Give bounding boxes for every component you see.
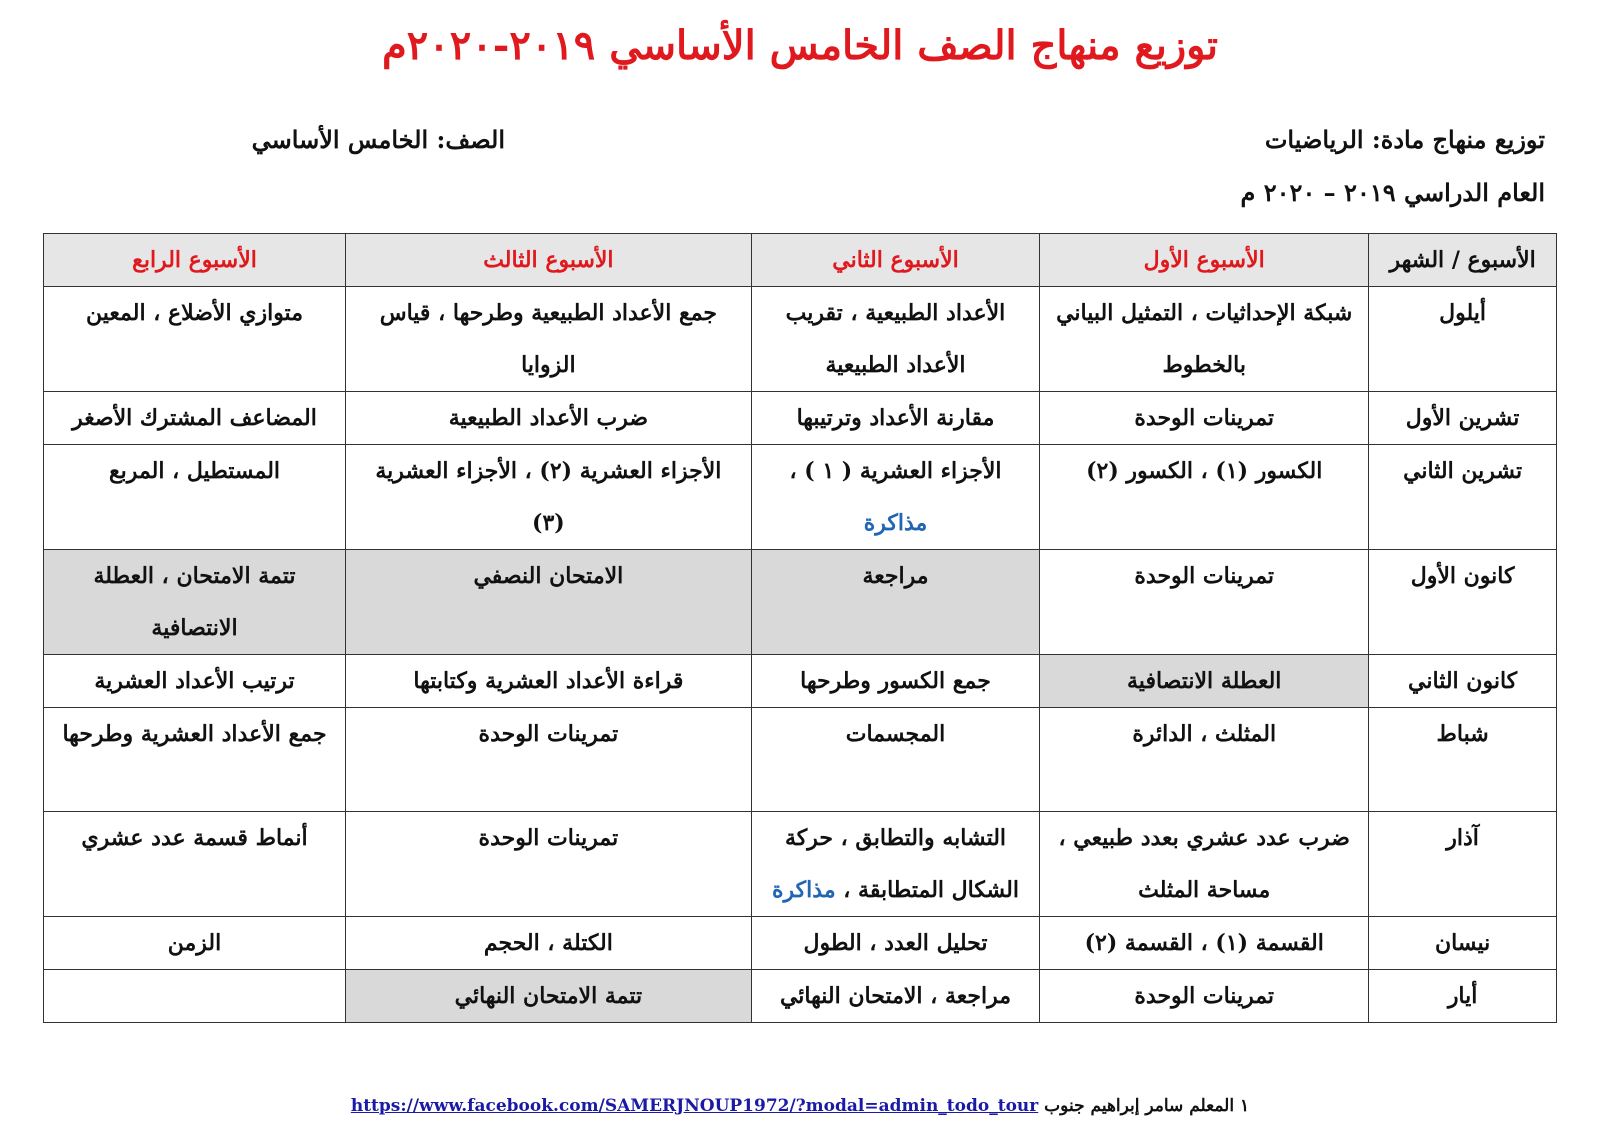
curriculum-table [43,233,1557,1023]
week-text: التشابه والتطابق ، حركة الشكال المتطابقة ، [784,825,1019,903]
subject-label: توزيع منهاج مادة: الرياضيات [1264,125,1545,154]
month-cell: كانون الثاني [1369,655,1557,708]
week-cell [751,812,1039,917]
week-cell: تمرينات الوحدة [1040,392,1369,445]
month-cell: أيلول [1369,287,1557,392]
week-cell [751,445,1039,550]
week-cell [44,970,346,1023]
week-cell: ضرب عدد عشري بعدد طبيعي ، مساحة المثلث [1040,812,1369,917]
week-cell: تمرينات الوحدة [346,812,752,917]
week-cell: المضاعف المشترك الأصغر [44,392,346,445]
month-cell: أيار [1369,970,1557,1023]
week-cell: تمرينات الوحدة [346,708,752,812]
week-cell: الكتلة ، الحجم [346,917,752,970]
week-cell: تمرينات الوحدة [1040,970,1369,1023]
week-text: الأجزاء العشرية ( ١ ) ، [789,458,1002,484]
week-cell: متوازي الأضلاع ، المعين [44,287,346,392]
header-week-2: الأسبوع الثاني [751,234,1039,287]
table-row [44,392,1557,445]
page-title: توزيع منهاج الصف الخامس الأساسي ٢٠١٩-٢٠٢٠م [382,22,1218,69]
week-cell: شبكة الإحداثيات ، التمثيل البياني بالخطوط [1040,287,1369,392]
week-cell: ترتيب الأعداد العشرية [44,655,346,708]
quiz-note: مذاكرة [772,877,836,903]
week-cell: أنماط قسمة عدد عشري [44,812,346,917]
footer-author: ١ المعلم سامر إبراهيم جنوب [1044,1096,1250,1116]
table-row [44,812,1557,917]
week-cell: تمرينات الوحدة [1040,550,1369,655]
month-cell: تشرين الثاني [1369,445,1557,550]
month-cell: آذار [1369,812,1557,917]
table-row [44,708,1557,812]
week-cell: ضرب الأعداد الطبيعية [346,392,752,445]
header-month-week: الأسبوع / الشهر [1369,234,1557,287]
year-label: العام الدراسي ٢٠١٩ – ٢٠٢٠ م [1240,178,1545,207]
facebook-link[interactable]: https://www.facebook.com/SAMERJNOUP1972/?modal=admin_todo_tour [350,1096,1039,1116]
week-cell-highlighted: مراجعة [751,550,1039,655]
week-cell: مراجعة ، الامتحان النهائي [751,970,1039,1023]
week-cell: مقارنة الأعداد وترتيبها [751,392,1039,445]
week-cell: الأعداد الطبيعية ، تقريب الأعداد الطبيعية [751,287,1039,392]
month-cell: شباط [1369,708,1557,812]
week-cell-highlighted: الامتحان النصفي [346,550,752,655]
week-cell: القسمة (١) ، القسمة (٢) [1040,917,1369,970]
week-cell: الكسور (١) ، الكسور (٢) [1040,445,1369,550]
table-header-row [44,234,1557,287]
table-row [44,445,1557,550]
table-row [44,287,1557,392]
footer [0,1096,1600,1116]
week-cell: تحليل العدد ، الطول [751,917,1039,970]
table-row [44,917,1557,970]
week-cell: جمع الكسور وطرحها [751,655,1039,708]
week-cell: جمع الأعداد العشرية وطرحها [44,708,346,812]
class-label: الصف: الخامس الأساسي [251,125,505,154]
table-row [44,970,1557,1023]
table-row [44,655,1557,708]
week-cell-highlighted: تتمة الامتحان ، العطلة الانتصافية [44,550,346,655]
header-week-3: الأسبوع الثالث [346,234,752,287]
header-week-1: الأسبوع الأول [1040,234,1369,287]
week-cell-highlighted: العطلة الانتصافية [1040,655,1369,708]
month-cell: تشرين الأول [1369,392,1557,445]
week-cell: المجسمات [751,708,1039,812]
quiz-note: مذاكرة [863,510,928,536]
week-cell: المثلث ، الدائرة [1040,708,1369,812]
week-cell-highlighted: تتمة الامتحان النهائي [346,970,752,1023]
header-week-4: الأسبوع الرابع [44,234,346,287]
week-cell: جمع الأعداد الطبيعية وطرحها ، قياس الزوايا [346,287,752,392]
month-cell: كانون الأول [1369,550,1557,655]
week-cell: الأجزاء العشرية (٢) ، الأجزاء العشرية (٣) [346,445,752,550]
week-cell: قراءة الأعداد العشرية وكتابتها [346,655,752,708]
table-row [44,550,1557,655]
week-cell: المستطيل ، المربع [44,445,346,550]
month-cell: نيسان [1369,917,1557,970]
week-cell: الزمن [44,917,346,970]
